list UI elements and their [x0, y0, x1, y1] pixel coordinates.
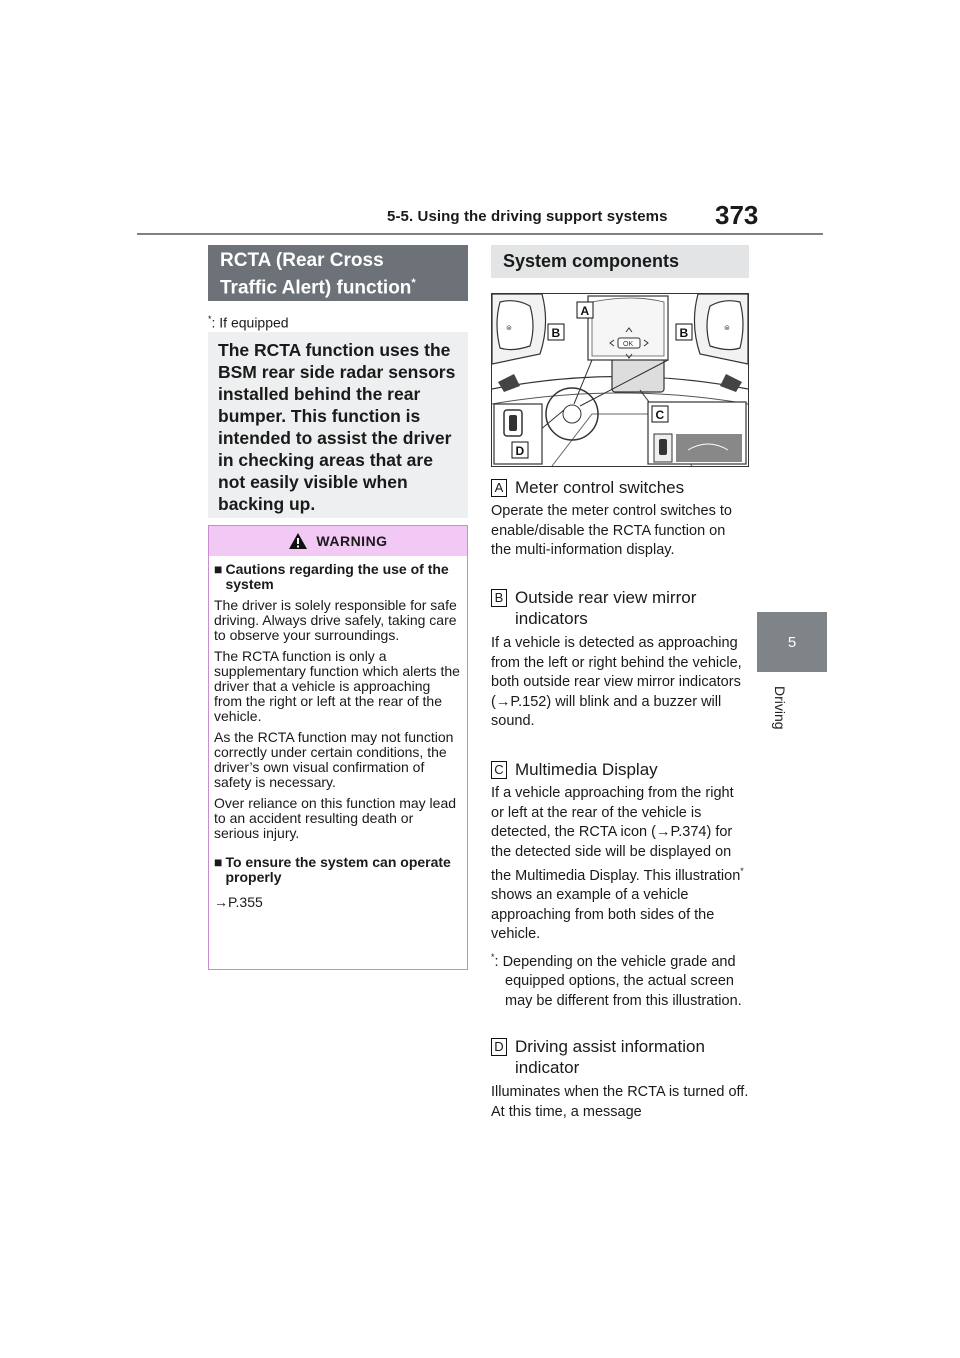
warning-title: WARNING	[316, 533, 388, 549]
tag-b: B	[491, 589, 507, 607]
warning-para-4: Over reliance on this function may lead to an accident resulting death or serious injury.	[214, 795, 457, 841]
warning-heading-2: ■ To ensure the system can operate properly	[214, 854, 451, 885]
diagram-label-c: C	[655, 408, 665, 422]
warning-box	[208, 525, 468, 970]
component-c-heading	[491, 759, 658, 780]
rcta-title-star: *	[411, 277, 416, 289]
component-d-title: Driving assist information indicator	[515, 1037, 705, 1077]
components-heading: System components	[491, 245, 749, 278]
warning-header	[209, 526, 467, 556]
component-c-footnote: *: Depending on the vehicle grade and equipped options, the actual screen may be different from this illustration.	[491, 952, 742, 1009]
cockpit-drawing	[492, 294, 748, 466]
warning-para-3: As the RCTA function may not function correctly under certain conditions, the driver’s own visual confirmation of safety is necessary.	[214, 729, 454, 790]
equipped-footnote: *: If equipped	[208, 314, 289, 331]
tag-c: C	[491, 761, 507, 779]
header-rule	[137, 233, 823, 235]
component-c-title: Multimedia Display	[515, 760, 658, 779]
page-number: 373	[715, 200, 759, 230]
tag-d: D	[491, 1038, 507, 1056]
diagram-label-b-right: B	[679, 326, 689, 340]
diagram-label-a: A	[580, 304, 590, 318]
component-b-heading	[491, 587, 749, 629]
rcta-title-line1: RCTA (Rear Cross	[220, 250, 384, 271]
component-d-heading	[491, 1036, 749, 1078]
rcta-intro: The RCTA function uses the BSM rear side radar sensors installed behind the rear bumper. This function is intended to assist the driver in checking areas that are not easily visible when backing up.	[208, 332, 468, 518]
component-c-body: If a vehicle approaching from the right or left at the rear of the vehicle is detected, the RCTA icon (→P.374) for the detected side will be displayed on the Multimedia Display. This illustration* shows an example of a vehicle approaching from both sides of the vehicle.	[491, 785, 744, 943]
tag-a: A	[491, 479, 507, 497]
chapter-label: Driving	[772, 686, 788, 730]
chapter-number: 5	[787, 633, 797, 651]
warning-para-2: The RCTA function is only a supplementary function which alerts the driver that a vehicle is approaching from the right or left at the rear of the vehicle.	[214, 648, 460, 724]
chapter-tab	[757, 612, 827, 672]
warning-triangle-icon	[288, 532, 308, 550]
cockpit-illustration	[491, 293, 749, 467]
rcta-title-line2: Traffic Alert) function	[220, 277, 412, 299]
rcta-section-heading	[208, 245, 468, 301]
component-b-title: Outside rear view mirror indicators	[515, 588, 697, 628]
warning-heading-1: ■ Cautions regarding the use of the system	[214, 561, 449, 592]
warning-ref-link[interactable]: →P.355	[214, 894, 263, 910]
component-d-body: Illuminates when the RCTA is turned off. At this time, a message	[491, 1084, 749, 1120]
diagram-label-b-left: B	[551, 326, 561, 340]
svg-text:⊜: ⊜	[506, 325, 512, 332]
svg-text:⊜: ⊜	[724, 325, 730, 332]
ok-button-label: OK	[623, 341, 634, 348]
warning-para-1: The driver is solely responsible for safe driving. Always drive safely, taking care to observe your surroundings.	[214, 597, 457, 643]
warning-body	[214, 562, 460, 916]
component-b-body: If a vehicle is detected as approaching from the left or right behind the vehicle, both outside rear view mirror indicators (→P.152) will blink and a buzzer will sound.	[491, 635, 742, 729]
section-header: 5-5. Using the driving support systems	[387, 208, 668, 225]
diagram-label-d: D	[515, 444, 525, 458]
component-a-body: Operate the meter control switches to enable/disable the RCTA function on the multi-information display.	[491, 503, 732, 558]
component-a-title: Meter control switches	[515, 478, 685, 497]
component-a-heading	[491, 477, 684, 498]
